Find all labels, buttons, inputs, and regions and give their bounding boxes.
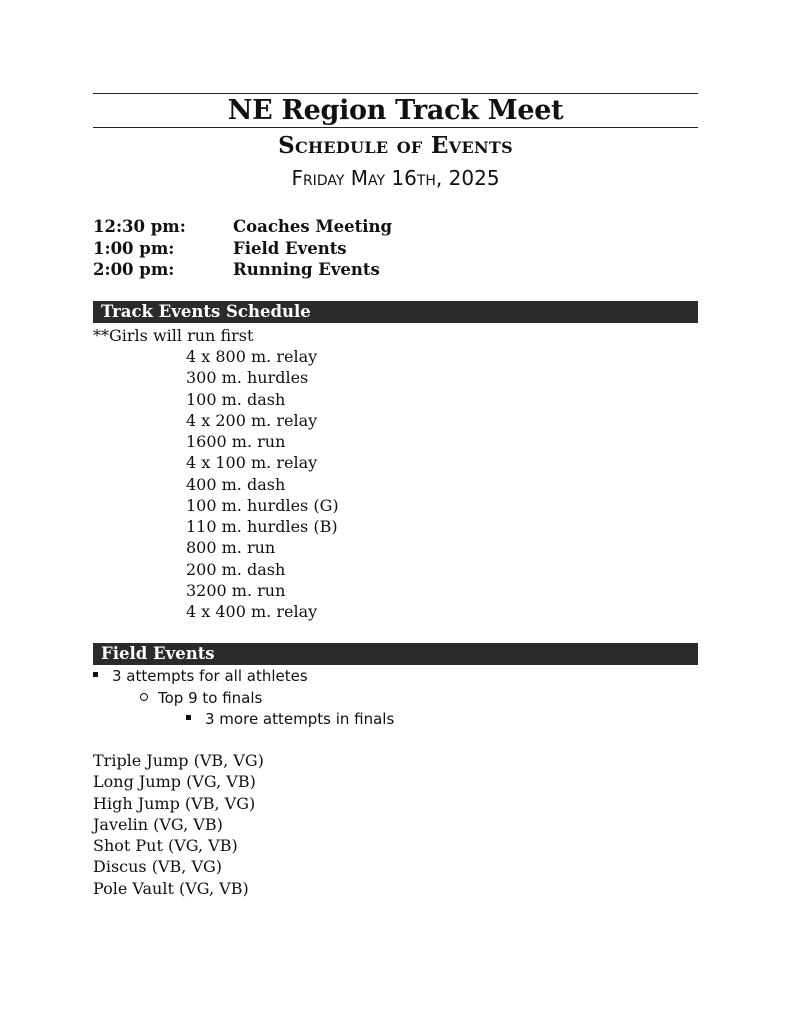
schedule-time: 12:30 pm: [93, 217, 186, 236]
page-subtitle: Schedule of Events [278, 132, 513, 159]
field-rule-bullet [93, 666, 308, 687]
title-rule [93, 127, 698, 128]
field-event: Discus (VB, VG) [93, 857, 223, 877]
track-event: 1600 m. run [186, 432, 286, 451]
circle-bullet-icon [140, 693, 148, 701]
field-rule-text: 3 more attempts in finals [205, 710, 395, 728]
square-bullet-icon [93, 672, 98, 677]
track-event: 4 x 400 m. relay [186, 602, 318, 621]
track-event: 4 x 200 m. relay [186, 410, 318, 430]
schedule-time: 2:00 pm: [93, 260, 175, 279]
track-event: 300 m. hurdles [186, 368, 309, 388]
field-rule-text: Top 9 to finals [158, 689, 263, 707]
field-rule-subsubbullet [186, 709, 394, 730]
track-event: 4 x 100 m. relay [186, 453, 318, 473]
event-date: Friday May 16th, 2025 [291, 166, 500, 190]
field-event: High Jump (VB, VG) [93, 793, 256, 813]
track-event: 100 m. dash [186, 389, 286, 409]
track-event: 110 m. hurdles (B) [186, 517, 338, 536]
track-event: 200 m. dash [186, 559, 286, 579]
track-event: 100 m. hurdles (G) [186, 495, 339, 515]
track-event: 800 m. run [186, 538, 276, 558]
field-section-heading: Field Events [93, 643, 698, 665]
track-event: 400 m. dash [186, 474, 286, 494]
field-event: Shot Put (VG, VB) [93, 836, 238, 856]
track-section-heading: Track Events Schedule [93, 301, 698, 323]
schedule-label: Running Events [233, 260, 380, 279]
field-event: Long Jump (VG, VB) [93, 772, 256, 792]
field-rule-text: 3 attempts for all athletes [112, 667, 308, 685]
field-event: Javelin (VG, VB) [93, 814, 223, 834]
track-event-list [186, 346, 339, 622]
field-rule-subbullet [140, 688, 262, 709]
track-event: 3200 m. run [186, 580, 286, 600]
track-note: **Girls will run first [93, 326, 254, 345]
field-event: Pole Vault (VG, VB) [93, 878, 249, 898]
field-event-list [93, 750, 264, 899]
track-event: 4 x 800 m. relay [186, 347, 318, 366]
schedule-label: Field Events [233, 239, 347, 258]
schedule-label: Coaches Meeting [233, 217, 393, 236]
page-title: NE Region Track Meet [227, 95, 564, 126]
square-bullet-icon [186, 715, 191, 720]
schedule-time: 1:00 pm: [93, 239, 175, 258]
field-event: Triple Jump (VB, VG) [93, 751, 264, 770]
